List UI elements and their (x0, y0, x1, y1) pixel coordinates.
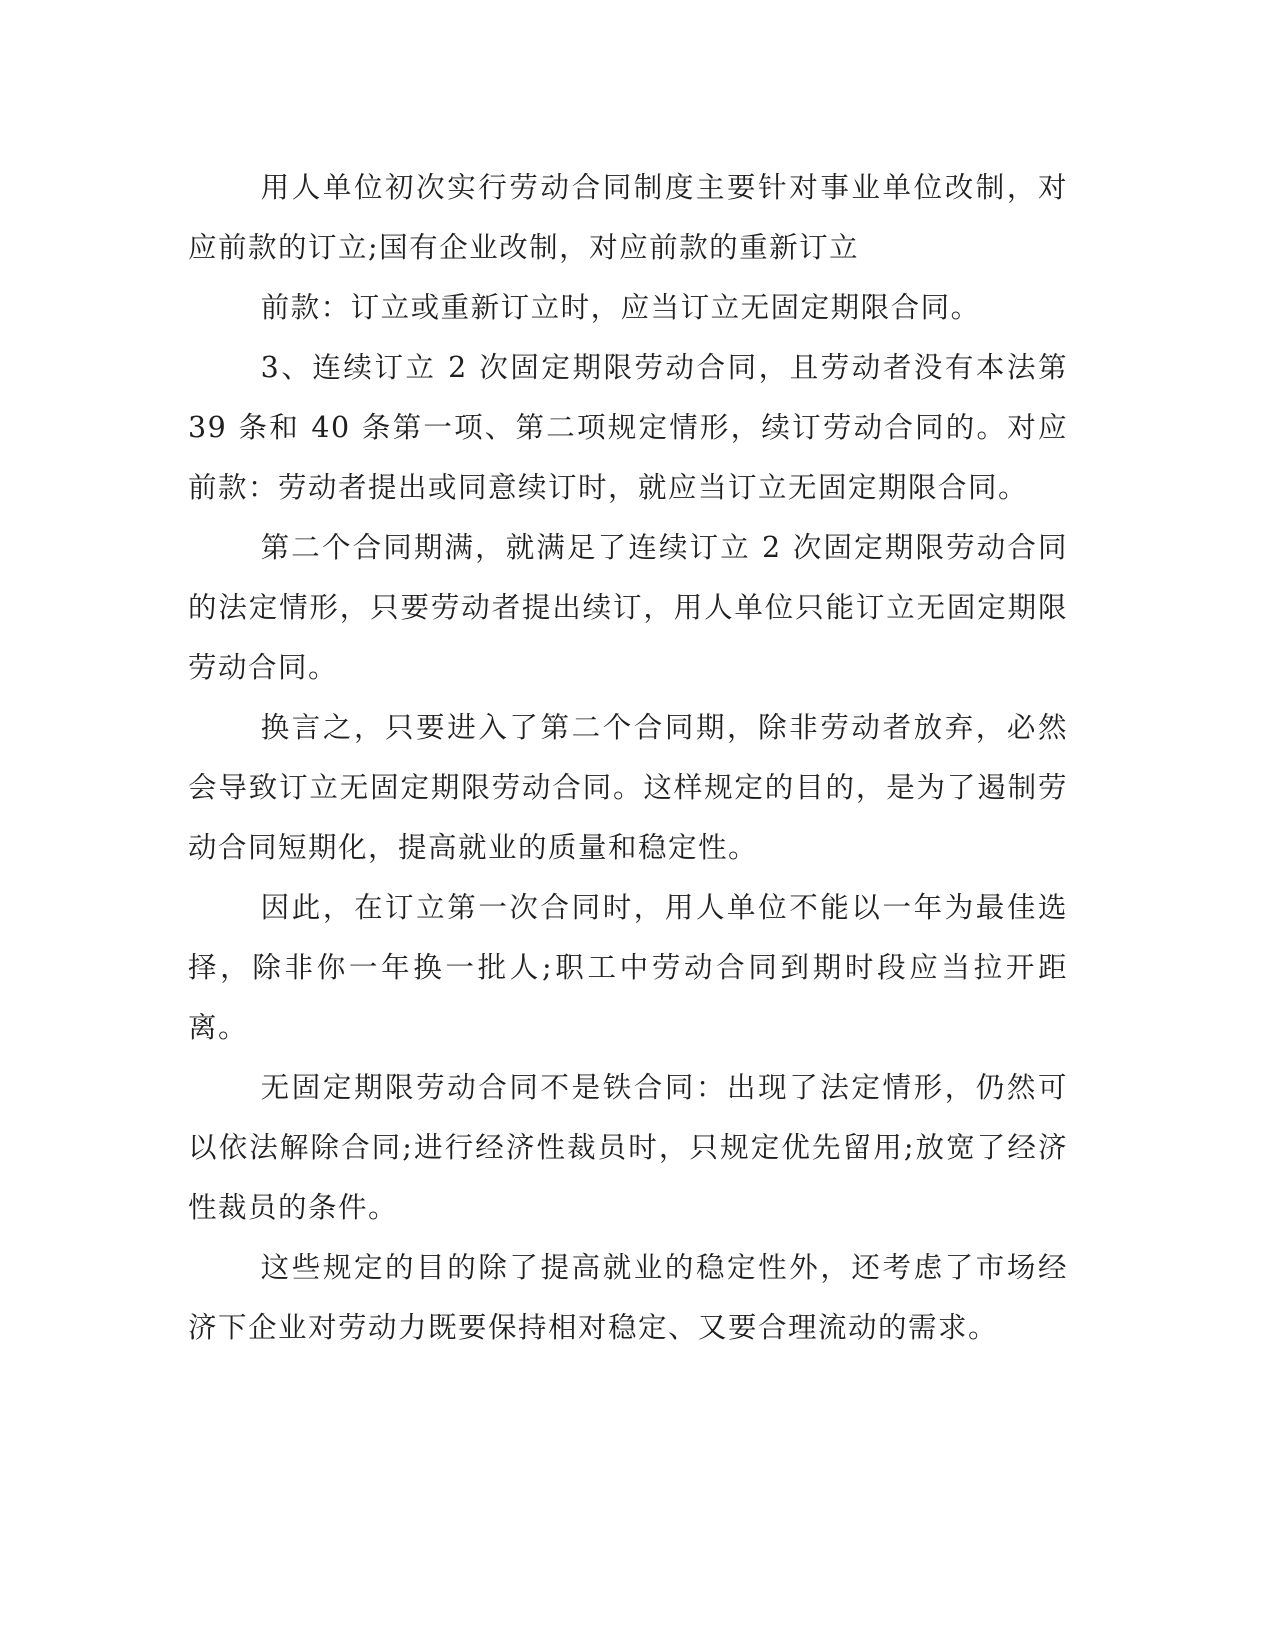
paragraph-6: 因此，在订立第一次合同时，用人单位不能以一年为最佳选择，除非你一年换一批人;职工中劳动合同到期时段应当拉开距离。 (188, 891, 1068, 1044)
paragraph-2: 前款：订立或重新订立时，应当订立无固定期限合同。 (260, 291, 981, 324)
paragraph-5: 换言之，只要进入了第二个合同期，除非劳动者放弃，必然会导致订立无固定期限劳动合同。这样规定的目的，是为了遏制劳动合同短期化，提高就业的质量和稳定性。 (188, 711, 1068, 864)
paragraph-3: 3、连续订立 2 次固定期限劳动合同，且劳动者没有本法第 39 条和 40 条第一项、第二项规定情形，续订劳动合同的。对应前款：劳动者提出或同意续订时，就应当订立无固定期限合同。 (188, 351, 1068, 504)
paragraph-1: 用人单位初次实行劳动合同制度主要针对事业单位改制，对应前款的订立;国有企业改制，对应前款的重新订立 (188, 171, 1068, 264)
document-body (188, 158, 1068, 1358)
paragraph-8: 这些规定的目的除了提高就业的稳定性外，还考虑了市场经济下企业对劳动力既要保持相对稳定、又要合理流动的需求。 (188, 1251, 1068, 1344)
paragraph-4: 第二个合同期满，就满足了连续订立 2 次固定期限劳动合同的法定情形，只要劳动者提出续订，用人单位只能订立无固定期限劳动合同。 (188, 531, 1068, 684)
paragraph-7: 无固定期限劳动合同不是铁合同：出现了法定情形，仍然可以依法解除合同;进行经济性裁员时，只规定优先留用;放宽了经济性裁员的条件。 (188, 1071, 1068, 1224)
